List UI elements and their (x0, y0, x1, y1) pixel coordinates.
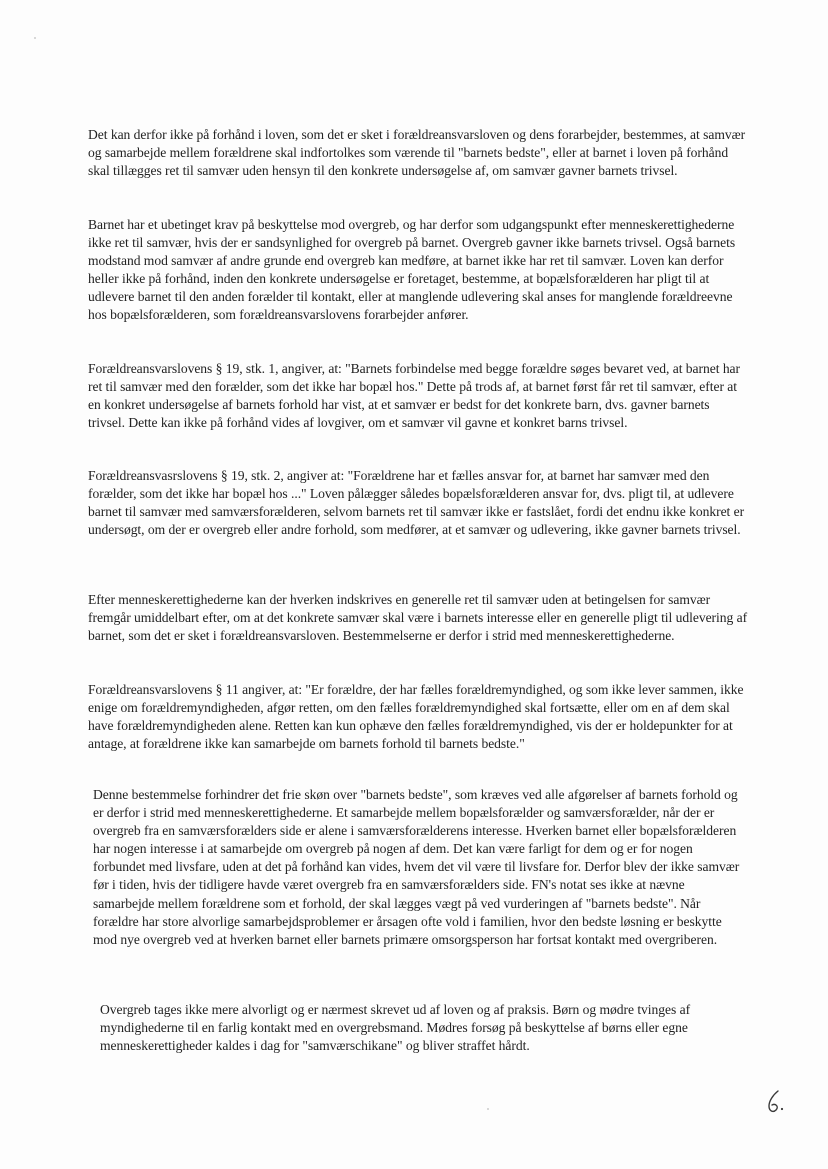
paragraph-6: Forældreansvarslovens § 11 angiver, at: "Er forældre, der har fælles forældremyndighed, og som ikke lever sammen, ikke enige om forældremyndigheden, afgør retten, om den fælles forældremyndighed skal fortsætte, eller om en af dem skal have forældremyndigheden alene. Retten kan kun ophæve den fælles forældremyndighed, vis der er holdepunkter for at antage, at forældrene ikke kan samarbejde om barnets forhold til barnets bedste." (88, 682, 744, 752)
handwritten-page-number-mark (764, 1088, 794, 1116)
paragraph-7: Denne bestemmelse forhindrer det frie skøn over "barnets bedste", som kræves ved alle afgørelser af barnets forhold og er derfor i strid med menneskerettighederne. Et samarbejde mellem bopælsforælder og samværsforælder, når der er overgreb fra en samværsforælders side er alene i samværsforælderens interesse. Hverken barnet eller bopælsforælderen har nogen interesse i at samarbejde om overgreb på nogen af dem. Det kan være farligt for dem og er for nogen forbundet med livsfare, uden at det på forhånd kan vides, hvem det vil være til livsfare for. Derfor blev der ikke samvær før i tiden, hvis der tidligere havde været overgreb fra en samværsforælders side. FN's notat ses ikke at nævne samarbejde mellem forældrene som et forhold, der skal lægges vægt på ved vurderingen af "barnets bedste". Når forældre har store alvorlige samarbejdsproblemer er årsagen ofte vold i familien, hvor den bedste løsning er beskytte mod nye overgreb ved at hverken barnet eller barnets primære omsorgsperson har fortsat kontakt med overgriberen. (93, 787, 740, 947)
paragraph-3: Forældreansvarslovens § 19, stk. 1, angiver, at: "Barnets forbindelse med begge forældre søges bevaret ved, at barnet har ret til samvær med den forælder, som det ikke har bopæl hos." Dette på trods af, at barnet først får ret til samvær, efter at en konkret undersøgelse af barnets forhold har vist, at et samvær er bedst for det konkrete barn, dvs. gavner barnets trivsel. Dette kan ikke på forhånd vides af lovgiver, om et samvær vil gavne et konkret barns trivsel. (88, 361, 741, 431)
paragraph-1: Det kan derfor ikke på forhånd i loven, som det er sket i forældreansvarsloven og dens forarbejder, bestemmes, at samvær og samarbejde mellem forældrene skal indfortolkes som værende til "barnets bedste", eller at barnet i loven på forhånd skal tillægges ret til samvær uden hensyn til den konkrete undersøgelse af, om samvær gavner barnets trivsel. (88, 127, 746, 179)
scan-speck (34, 37, 36, 39)
paragraph-4: Forældreansvasrslovens § 19, stk. 2, angiver at: "Forældrene har et fælles ansvar for, at barnet har samvær med den forælder, som det ikke har bopæl hos ..." Loven pålægger således bopælsforælderen ansvar for, dvs. pligt til, at udlevere barnet til samvær med samværsforælderen, selvom barnets ret til samvær ikke er fastslået, fordi det endnu ikke konkret er undersøgt, om der er overgreb eller andre forhold, som medfører, at et samvær og udlevering, ikke gavner barnets trivsel. (88, 468, 745, 538)
scan-speck (487, 1108, 489, 1110)
paragraph-5: Efter menneskerettighederne kan der hverken indskrives en generelle ret til samvær uden at betingelsen for samvær fremgår umiddelbart efter, om at det konkrete samvær skal være i barnets interesse eller en generelle pligt til udlevering af barnet, som det er sket i forældreansvarsloven. Bestemmelserne er derfor i strid med menneskerettighederne. (88, 592, 748, 644)
paragraph-2: Barnet har et ubetinget krav på beskyttelse mod overgreb, og har derfor som udgangspunkt efter menneskerettighederne ikke ret til samvær, hvis der er sandsynlighed for overgreb på barnet. Overgreb gavner ikke barnets trivsel. Også barnets modstand mod samvær af andre grunde end overgreb kan medføre, at barnet ikke har ret til samvær. Loven kan derfor heller ikke på forhånd, inden den konkrete undersøgelse er foretaget, bestemme, at bopælsforælderen har pligt til at udlevere barnet til den anden forælder til kontakt, eller at manglende udlevering skal anses for manglende forældreevne hos bopælsforælderen, som forældreansvarslovens forarbejder anfører. (88, 217, 736, 323)
paragraph-8: Overgreb tages ikke mere alvorligt og er nærmest skrevet ud af loven og af praksis. Børn og mødre tvinges af myndighederne til en farlig kontakt med en overgrebsmand. Mødres forsøg på beskyttelse af børns eller egne menneskerettigheder kaldes i dag for "samværschikane" og bliver straffet hårdt. (100, 1002, 691, 1054)
handwritten-page-number (764, 1088, 794, 1116)
